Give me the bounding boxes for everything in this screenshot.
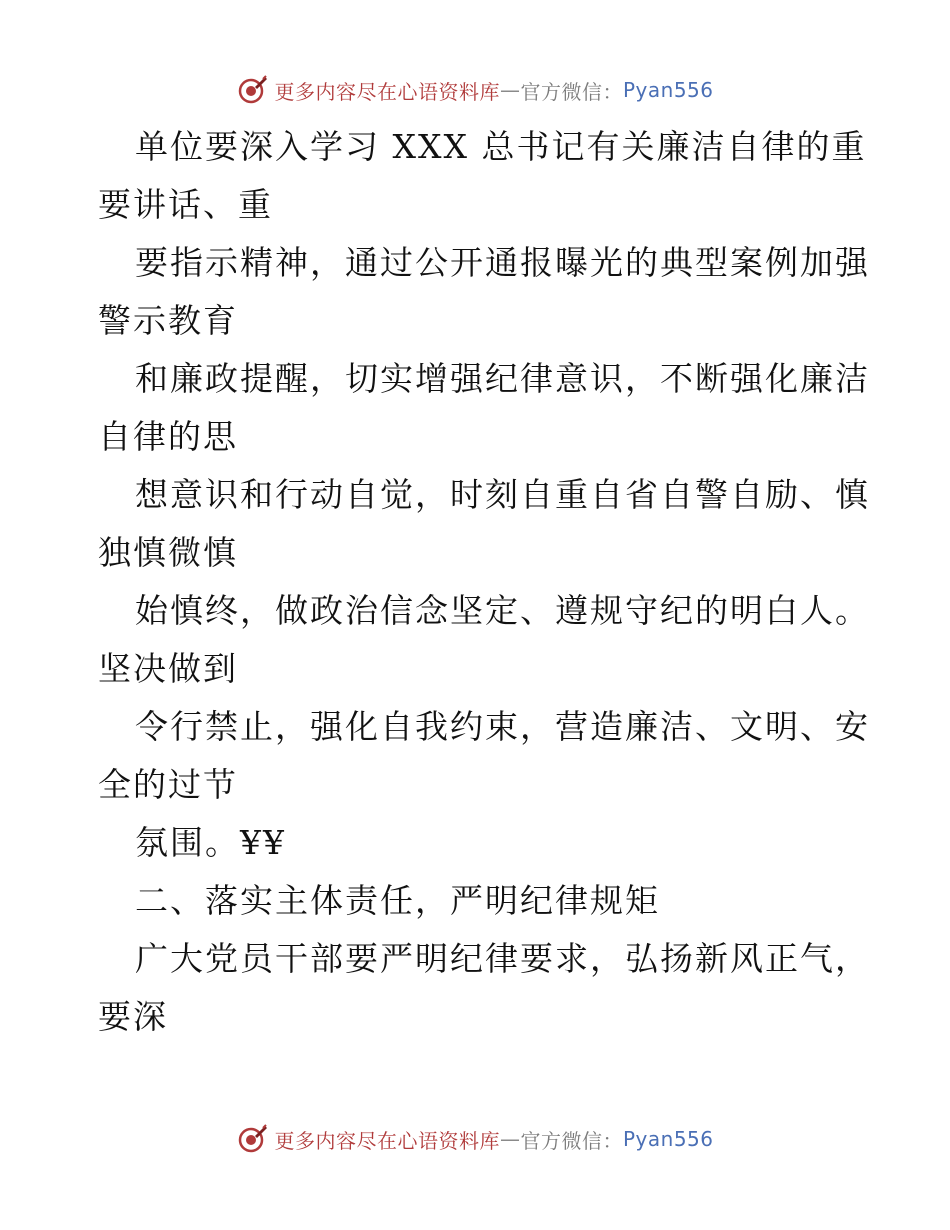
body-line: 坚决做到: [98, 649, 238, 688]
header-watermark: [0, 70, 950, 110]
body-line: 要深: [98, 997, 168, 1036]
body-line: 自律的思: [98, 417, 238, 456]
watermark-label: 官方微信：: [520, 1128, 623, 1153]
watermark-wechat-id: Pyan556: [622, 1127, 714, 1151]
watermark-separator: —: [499, 78, 521, 102]
pen-seal-icon: [236, 74, 268, 106]
body-line: 氛围。¥¥: [135, 823, 286, 862]
body-line: 始慎终，做政治信念坚定、遵规守纪的明白人。: [135, 591, 870, 630]
body-line: 警示教育: [98, 301, 238, 340]
watermark-label: 官方微信：: [520, 79, 623, 104]
footer-watermark: [0, 1119, 950, 1159]
body-line: 广大党员干部要严明纪律要求，弘扬新风正气，: [135, 939, 870, 978]
pen-seal-icon: [236, 1123, 268, 1155]
section-heading: 二、落实主体责任，严明纪律规矩: [135, 881, 660, 920]
watermark-separator: —: [499, 1127, 521, 1151]
watermark-site-text: 更多内容尽在心语资料库: [274, 79, 500, 104]
body-line: 独慎微慎: [98, 533, 238, 572]
body-line: 令行禁止，强化自我约束，营造廉洁、文明、安: [135, 707, 870, 746]
body-line: 要指示精神，通过公开通报曝光的典型案例加强: [135, 243, 870, 282]
body-line: 单位要深入学习 XXX 总书记有关廉洁自律的重: [135, 127, 867, 166]
body-line: 和廉政提醒，切实增强纪律意识，不断强化廉洁: [135, 359, 870, 398]
body-line: 要讲话、重: [98, 185, 273, 224]
watermark-site-text: 更多内容尽在心语资料库: [274, 1128, 500, 1153]
watermark-wechat-id: Pyan556: [622, 78, 714, 102]
body-line: 想意识和行动自觉，时刻自重自省自警自励、慎: [135, 475, 870, 514]
body-line: 全的过节: [98, 765, 238, 804]
